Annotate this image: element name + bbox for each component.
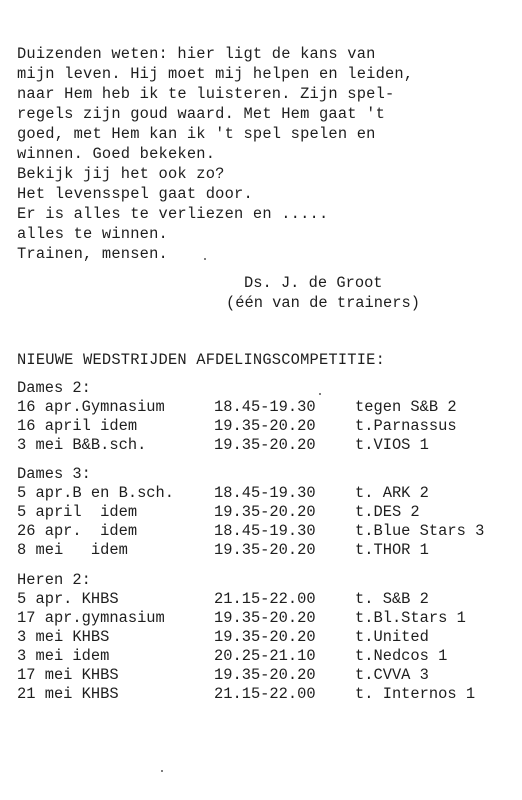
match-row <box>17 484 429 503</box>
paper-speck <box>319 393 321 395</box>
match-time: 19.35-20.20 <box>214 417 316 435</box>
match-opponent: t. ARK 2 <box>355 484 429 502</box>
match-opponent: t.DES 2 <box>355 503 420 521</box>
match-date-venue: 5 apr.B en B.sch. <box>17 484 175 502</box>
match-date-venue: 3 mei idem <box>17 647 110 665</box>
match-date-venue: 3 mei KHBS <box>17 628 110 646</box>
match-date-venue: 16 april idem <box>17 417 138 435</box>
match-time: 21.15-22.00 <box>214 685 316 703</box>
match-date-venue: 5 apr. KHBS <box>17 590 119 608</box>
match-row <box>17 417 457 436</box>
signature-role: (één van de trainers) <box>226 294 420 312</box>
schedule-heading: NIEUWE WEDSTRIJDEN AFDELINGSCOMPETITIE: <box>17 351 385 369</box>
match-time: 18.45-19.30 <box>214 398 316 416</box>
group-heading: Dames 3: <box>17 465 91 483</box>
intro-line: alles te winnen. <box>17 225 168 243</box>
group-heading: Dames 2: <box>17 379 91 397</box>
match-row <box>17 590 429 609</box>
match-row <box>17 541 429 560</box>
intro-line: mijn leven. Hij moet mij helpen en leiden, <box>17 65 414 83</box>
match-row <box>17 647 448 666</box>
match-row <box>17 436 429 455</box>
match-date-venue: 3 mei B&B.sch. <box>17 436 147 454</box>
match-opponent: t.VIOS 1 <box>355 436 429 454</box>
match-time: 18.45-19.30 <box>214 484 316 502</box>
match-time: 19.35-20.20 <box>214 666 316 684</box>
intro-line: naar Hem heb ik te luisteren. Zijn spel- <box>17 85 395 103</box>
match-opponent: t.United <box>355 628 429 646</box>
match-opponent: t.Blue Stars 3 <box>355 522 485 540</box>
paper-speck <box>161 770 163 772</box>
match-opponent: tegen S&B 2 <box>355 398 457 416</box>
match-time: 19.35-20.20 <box>214 541 316 559</box>
intro-line: Trainen, mensen. <box>17 245 168 263</box>
match-time: 19.35-20.20 <box>214 609 316 627</box>
match-date-venue: 17 mei KHBS <box>17 666 119 684</box>
match-row <box>17 522 485 541</box>
match-opponent: t. S&B 2 <box>355 590 429 608</box>
match-opponent: t.Parnassus <box>355 417 457 435</box>
intro-line: winnen. Goed bekeken. <box>17 145 216 163</box>
match-time: 19.35-20.20 <box>214 628 316 646</box>
match-row <box>17 685 476 704</box>
signature-name: Ds. J. de Groot <box>244 274 383 292</box>
match-time: 18.45-19.30 <box>214 522 316 540</box>
match-row <box>17 666 429 685</box>
intro-line: regels zijn goud waard. Met Hem gaat 't <box>17 105 385 123</box>
match-time: 21.15-22.00 <box>214 590 316 608</box>
match-opponent: t.CVVA 3 <box>355 666 429 684</box>
intro-line: Bekijk jij het ook zo? <box>17 165 225 183</box>
match-opponent: t. Internos 1 <box>355 685 476 703</box>
intro-line: Het levensspel gaat door. <box>17 185 253 203</box>
match-date-venue: 16 apr.Gymnasium <box>17 398 165 416</box>
match-row <box>17 503 420 522</box>
match-date-venue: 5 april idem <box>17 503 138 521</box>
group-heading: Heren 2: <box>17 571 91 589</box>
match-row <box>17 398 457 417</box>
match-opponent: t.Bl.Stars 1 <box>355 609 466 627</box>
match-date-venue: 8 mei idem <box>17 541 128 559</box>
match-row <box>17 609 466 628</box>
match-row <box>17 628 429 647</box>
intro-line: goed, met Hem kan ik 't spel spelen en <box>17 125 376 143</box>
match-date-venue: 26 apr. idem <box>17 522 138 540</box>
match-date-venue: 17 apr.gymnasium <box>17 609 165 627</box>
match-time: 19.35-20.20 <box>214 436 316 454</box>
match-opponent: t.Nedcos 1 <box>355 647 448 665</box>
match-date-venue: 21 mei KHBS <box>17 685 119 703</box>
match-opponent: t.THOR 1 <box>355 541 429 559</box>
intro-line: Duizenden weten: hier ligt de kans van <box>17 45 376 63</box>
intro-line: Er is alles te verliezen en ..... <box>17 205 329 223</box>
paper-speck <box>204 258 206 260</box>
match-time: 20.25-21.10 <box>214 647 316 665</box>
match-time: 19.35-20.20 <box>214 503 316 521</box>
